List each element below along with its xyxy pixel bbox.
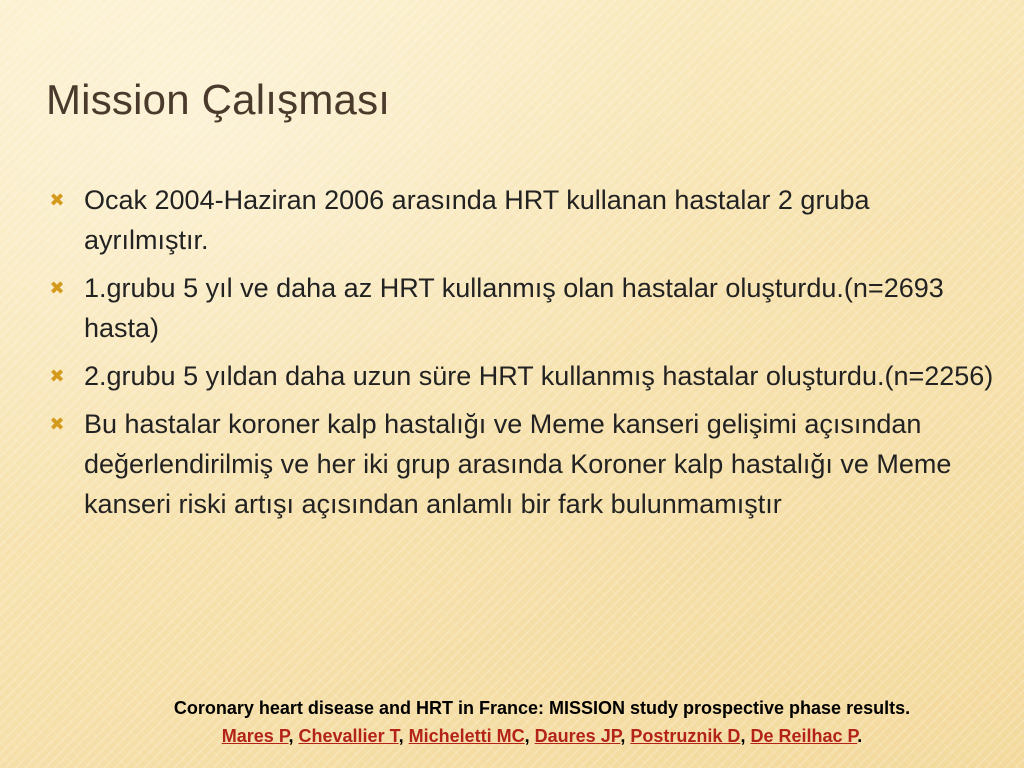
author-link-chevallier[interactable]: Chevallier T	[298, 726, 399, 746]
author-separator: ,	[740, 726, 746, 746]
bullet-item	[48, 356, 998, 396]
bullet-list	[48, 180, 998, 532]
author-link-daures[interactable]: Daures JP	[534, 726, 621, 746]
author-separator: ,	[288, 726, 294, 746]
bullet-item	[48, 404, 998, 524]
bullet-text: Bu hastalar koroner kalp hastalığı ve Meme kanseri gelişimi açısından değerlendirilmiş ve her iki grup arasında Koroner kalp hastalığı ve Meme kanseri riski artışı açısından anlamlı bir fark bulunmamıştır	[84, 409, 952, 519]
bullet-text: Ocak 2004-Haziran 2006 arasında HRT kullanan hastalar 2 gruba ayrılmıştır.	[84, 185, 870, 255]
x-mark-icon: ✖	[49, 278, 65, 298]
bullet-item	[48, 180, 998, 260]
x-mark-icon: ✖	[49, 190, 65, 210]
citation-end: .	[857, 726, 863, 746]
author-link-postruznik[interactable]: Postruznik D	[630, 726, 741, 746]
author-separator: ,	[620, 726, 626, 746]
citation-title: Coronary heart disease and HRT in France: MISSION study prospective phase results.	[173, 698, 911, 718]
citation	[60, 694, 1024, 750]
author-separator: ,	[398, 726, 404, 746]
author-link-mares[interactable]: Mares P	[221, 726, 289, 746]
bullet-text: 1.grubu 5 yıl ve daha az HRT kullanmış olan hastalar oluşturdu.(n=2693 hasta)	[84, 273, 944, 343]
bullet-item	[48, 268, 998, 348]
bullet-text: 2.grubu 5 yıldan daha uzun süre HRT kullanmış hastalar oluşturdu.(n=2256)	[84, 361, 994, 391]
author-separator: ,	[524, 726, 530, 746]
x-mark-icon: ✖	[49, 366, 65, 386]
x-mark-icon: ✖	[49, 414, 65, 434]
citation-authors	[60, 722, 1024, 750]
slide-title: Mission Çalışması	[46, 76, 391, 123]
author-link-micheletti[interactable]: Micheletti MC	[408, 726, 525, 746]
author-link-de-reilhac[interactable]: De Reilhac P	[750, 726, 858, 746]
